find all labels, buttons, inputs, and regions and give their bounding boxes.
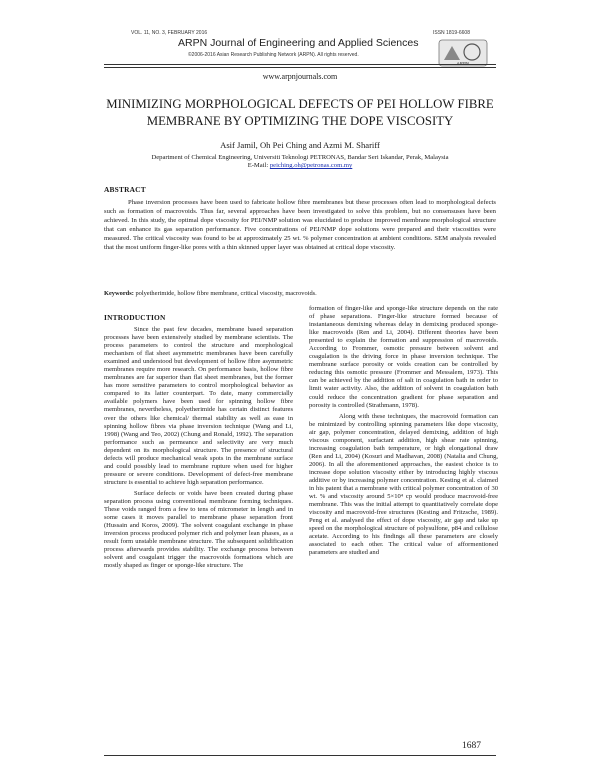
footer-rule <box>104 755 496 756</box>
body-paragraph: Surface defects or voids have been created during phase separation process using conventional membrane forming techniques. These voids ranged from a few to tens of micrometer in length and in some cases it moves parallel to membrane phase separation front (Hussain and Koros, 2009). The solvent coagulant exchange in phase inversion process produced polymer rich and polymer lean phases, as a result form unstable membrane structure. The subsequent solidification process afterwards provides stability. The exchange process between solvent and coagulant trigger the macrovoids formations which are mostly shaped as finger or sponge-like structure. The <box>104 489 293 570</box>
email-line <box>0 162 600 169</box>
author-list: Asif Jamil, Oh Pei Ching and Azmi M. Shariff <box>220 140 380 150</box>
website-link[interactable]: www.arpnjournals.com <box>262 72 338 81</box>
text-column-right <box>309 305 498 557</box>
body-paragraph: Since the past few decades, membrane based separation processes have been extensively studied by membrane scientists. The process parameters to control the structure and morphological mechanism of flat sheet asymmetric membranes have been carefully examined and understood but development of hollow fibre asymmetric membranes require more research. On performance basis, hollow fibre membranes are far superior than flat sheet membranes, but the former has more sensitive parameters to control morphological behavior as compared to its latter counterpart. To date, many commercially available polymers have been used for spinning hollow fibre membranes, nevertheless, polyetherimide has certain distinct features over the others like chemical/ thermal stability as well as ease in spinning hollow fibres via phase inversion technique (Wang and Li, 1998) (Wang and Teo, 2002) (Chung and Ronald, 1992). The separation performance such as permeance and selectivity are very much dependent on its morphological structure. The presence of structural defects will produce mechanical weak spots in the membrane surface and could possibly lead to membrane rupture when used for higher pressure or severe conditions. Development of defect-free membrane structure is essential to achieve high separation performance. <box>104 326 293 486</box>
abstract-paragraph: Phase inversion processes have been used to fabricate hollow fibre membranes but these processes often lead to morphological defects such as formation of macrovoids. Thus far, several approaches have been investigated to solve this problem, but no consensuses have been achieved. In this study, the optimal dope viscosity for PEI/NMP solution was elucidated to produce improved membrane morphological structure that can enhance its gas separation performance. Five concentrations of PEI/NMP dope solutions were prepared and their viscosities were measured. The critical viscosity was found to be at approximately 25 wt. % polymer concentration at ambient conditions. SEM analysis revealed that the most uniform finger-like pores with a thin skinned upper layer was obtained at critical dope viscosity. <box>104 199 496 252</box>
copyright-notice: ©2006-2016 Asian Research Publishing Network (ARPN). All rights reserved. <box>188 52 359 58</box>
email-label: E-Mail: <box>247 162 269 169</box>
volume-info: VOL. 11, NO. 3, FEBRUARY 2016 <box>131 30 208 36</box>
body-paragraph: formation of finger-like and sponge-like structure depends on the rate of phase separations. Finger-like structure formed because of instantaneous demixing whereas delay in demixing produced sponge-like macrovoids (Ren and Li, 2004). Different theories have been presented to explain the formation and suppression of macrovoids. According to Frommer, osmotic pressure between solvent and coagulation is the driving force in phase inversion technique. The membrane surface porosity or voids creation can be controlled by reducing this osmotic pressure (Frommer and Messalem, 1973). This can be achieved by the addition of salt in coagulation bath in order to limit water activity. Also, the addition of solvent in coagulation bath could reduce the concentration gradient for phase separation and porosity is controlled (Strathmann, 1978). <box>309 305 498 409</box>
header-rule <box>104 64 496 65</box>
affiliation: Department of Chemical Engineering, Universiti Teknologi PETRONAS, Bandar Seri Iskandar, Perak, Malaysia <box>151 154 449 161</box>
keywords-text: polyetherimide, hollow fibre membrane, critical viscosity, macrovoids. <box>135 290 317 297</box>
issn: ISSN 1819-6608 <box>433 30 470 36</box>
email-link[interactable]: peiching.oh@petronas.com.my <box>269 162 353 169</box>
abstract-body <box>104 198 496 252</box>
abstract-heading: ABSTRACT <box>104 185 146 194</box>
page-number: 1687 <box>462 741 481 751</box>
keywords <box>104 290 496 297</box>
svg-text:ARPN: ARPN <box>456 61 470 66</box>
text-column-left <box>104 326 293 570</box>
body-paragraph: Along with these techniques, the macrovoid formation can be minimized by controlling spinning parameters like dope viscosity, air gap, polymer concentration, delayed demixing, addition of high viscous component, surfactant addition, high shear rate spinning, increasing coagulation bath temperature, or high elongational draw (Ren and Li, 2004) (Kosuri and Madhavan, 2008) (Natalia and Chung, 2006). In all the aforementioned approaches, the easiest choice is to increase dope solution viscosity either by introducing highly viscous additive or by increasing polymer concentration. Kesting et al. claimed in his patent that a membrane with critical polymer concentration of 30 wt. % and viscosity around 5×10⁴ cp would produce macrovoid-free membrane. This was the initial attempt to quantitatively correlate dope viscosity and macrovoid-free structures (Kesting and Fritzsche, 1989). Peng et al. analysed the effect of dope viscosity, air gap and take up speed on the morphological structure of polysulfone, p84 and cellulose acetate. According to his findings all these parameters are closely associated to each other. The critical value of afformentioned parameters are studied and <box>309 412 498 557</box>
header-rule <box>104 67 496 68</box>
journal-title: ARPN Journal of Engineering and Applied Sciences <box>178 37 419 49</box>
paper-title: MINIMIZING MORPHOLOGICAL DEFECTS OF PEI HOLLOW FIBRE MEMBRANE BY OPTIMIZING THE DOPE VISCOSITY <box>106 97 494 128</box>
keywords-label: Keywords: <box>104 290 134 297</box>
introduction-heading: INTRODUCTION <box>104 313 166 322</box>
